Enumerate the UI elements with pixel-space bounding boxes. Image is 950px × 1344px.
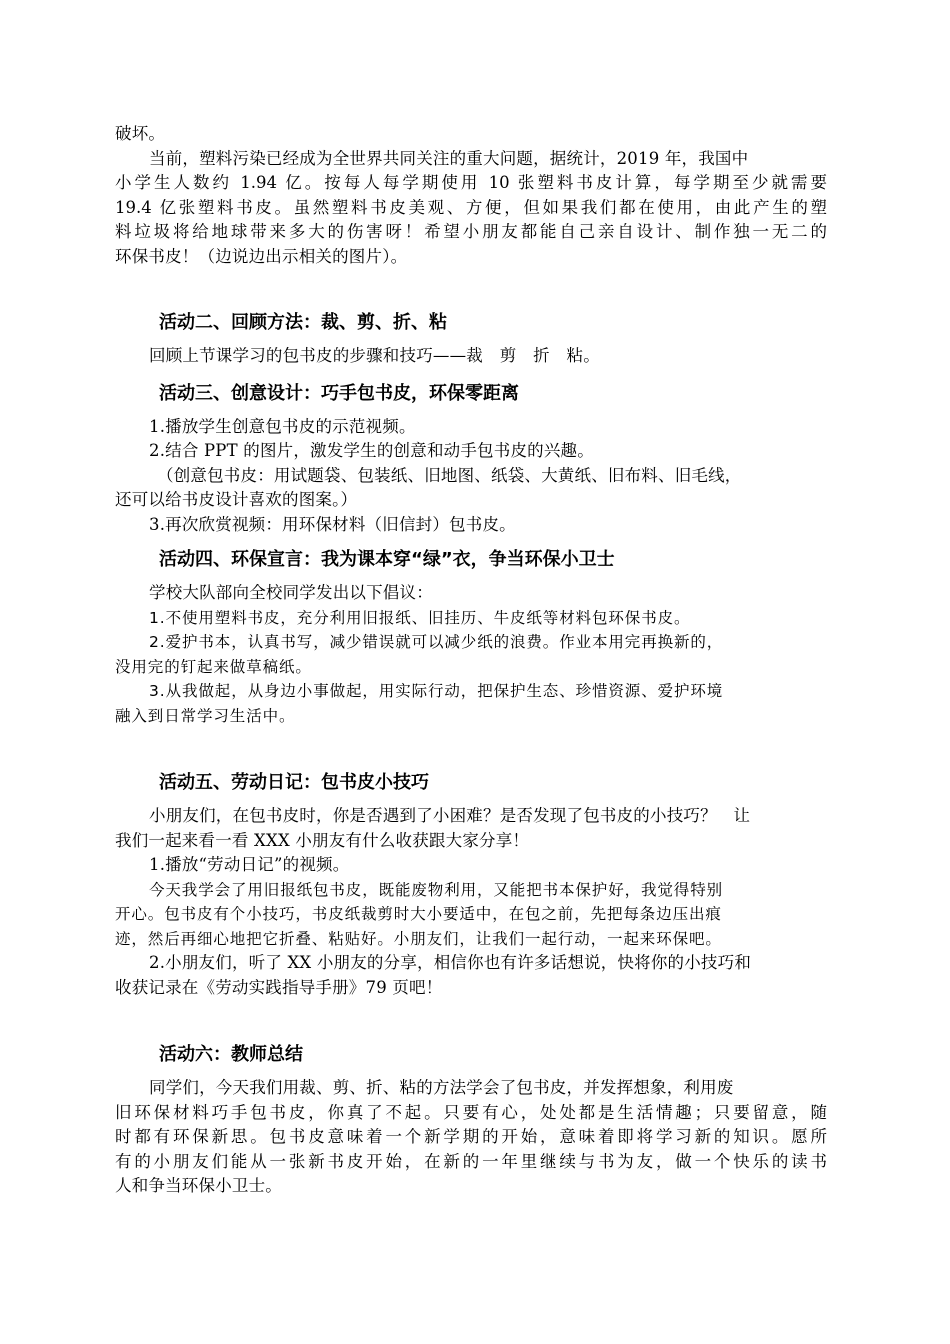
activity-3-item-3: 3.再次欣赏视频：用环保材料（旧信封）包书皮。 (149, 514, 516, 534)
activity-3-note-line: 还可以给书皮设计喜欢的图案。） (115, 490, 358, 509)
activity-3-item-2: 2.结合 PPT 的图片，激发学生的创意和动手包书皮的兴趣。 (149, 441, 594, 460)
activity-2-section (115, 310, 827, 369)
intro-paragraph-line: 环保书皮！（边说边出示相关的图片）。 (115, 246, 408, 266)
activity-4-section (115, 547, 827, 728)
activity-4-title: 活动四、环保宣言：我为课本穿“绿”衣，争当环保小卫士 (159, 549, 615, 570)
activity-5-diary-line: 今天我学会了用旧报纸包书皮，既能废物利用，又能把书本保护好，我觉得特别 (149, 880, 724, 899)
activity-4-point-3-line: 3.从我做起，从身边小事做起，用实际行动，把保护生态、珍惜资源、爱护环境 (149, 682, 724, 700)
activity-3-title: 活动三、创意设计：巧手包书皮，环保零距离 (159, 382, 519, 404)
activity-5-intro-line: 我们一起来看一看 XXX 小朋友有什么收获跟大家分享！ (115, 830, 530, 850)
activity-5-diary-line: 开心。包书皮有个小技巧，书皮纸裁剪时大小要适中，在包之前，先把每条边压出痕 (115, 905, 722, 923)
intro-paragraph-line: 料垃圾将给地球带来多大的伤害呀！希望小朋友都能自己亲自设计、制作独一无二的 (115, 222, 827, 241)
activity-6-section (115, 1042, 827, 1199)
activity-5-item-1: 1.播放“劳动日记”的视频。 (149, 855, 350, 874)
activity-4-point-2-line: 没用完的钉起来做草稿纸。 (115, 657, 312, 676)
activity-4-point-1: 1.不使用塑料书皮，充分利用旧报纸、旧挂历、牛皮纸等材料包环保书皮。 (149, 608, 691, 627)
activity-2-text: 回顾上节课学习的包书皮的步骤和技巧——裁 剪 折 粘。 (149, 346, 600, 365)
activity-6-text-line: 有的小朋友们能从一张新书皮开始，在新的一年里继续与书为友，做一个快乐的读书 (115, 1151, 827, 1171)
document-page (115, 122, 827, 1199)
activity-6-title: 活动六：教师总结 (159, 1044, 303, 1065)
activity-6-text-line: 同学们，今天我们用裁、剪、折、粘的方法学会了包书皮，并发挥想象，利用废 (149, 1078, 734, 1097)
intro-paragraph-line: 当前，塑料污染已经成为全世界共同关注的重大问题，据统计，2019 年，我国中 (149, 148, 749, 168)
activity-2-title: 活动二、回顾方法：裁、剪、折、粘 (159, 312, 447, 333)
activity-3-note-line: （创意包书皮：用试题袋、包装纸、旧地图、纸袋、大黄纸、旧布料、旧毛线， (157, 465, 742, 485)
activity-6-text-line: 人和争当环保小卫士。 (115, 1176, 282, 1195)
activity-6-text-line: 旧环保材料巧手包书皮，你真了不起。只要有心，处处都是生活情趣；只要留意，随 (115, 1102, 827, 1122)
intro-paragraph-line: 19.4 亿张塑料书皮。虽然塑料书皮美观、方便，但如果我们都在使用，由此产生的塑 (115, 197, 827, 217)
intro-section (115, 122, 827, 269)
intro-paragraph-line: 小学生人数约 1.94 亿。按每人每学期使用 10 张塑料书皮计算，每学期至少就需要 (115, 173, 827, 192)
activity-3-item-1: 1.播放学生创意包书皮的示范视频。 (149, 416, 416, 436)
activity-5-intro-line: 小朋友们，在包书皮时，你是否遇到了小困难？是否发现了包书皮的小技巧？ 让 (149, 806, 751, 825)
intro-line-1: 破坏。 (115, 124, 166, 143)
activity-5-title: 活动五、劳动日记：包书皮小技巧 (159, 772, 429, 793)
activity-5-section (115, 770, 827, 1000)
activity-4-point-2-line: 2.爱护书本，认真书写，减少错误就可以减少纸的浪费。作业本用完再换新的， (149, 633, 724, 651)
activity-3-section (115, 381, 827, 538)
activity-5-item-2-line: 收获记录在《劳动实践指导手册》79 页吧！ (115, 977, 443, 997)
activity-4-point-3-line: 融入到日常学习生活中。 (115, 706, 296, 725)
activity-6-text-line: 时都有环保新思。包书皮意味着一个新学期的开始，意味着即将学习新的知识。愿所 (115, 1127, 827, 1146)
activity-5-item-2-line: 2.小朋友们，听了 XX 小朋友的分享，相信你也有许多话想说，快将你的小技巧和 (149, 953, 752, 972)
activity-4-intro: 学校大队部向全校同学发出以下倡议： (149, 583, 433, 602)
activity-5-diary-line: 迹，然后再细心地把它折叠、粘贴好。小朋友们，让我们一起行动，一起来环保吧。 (115, 929, 722, 948)
